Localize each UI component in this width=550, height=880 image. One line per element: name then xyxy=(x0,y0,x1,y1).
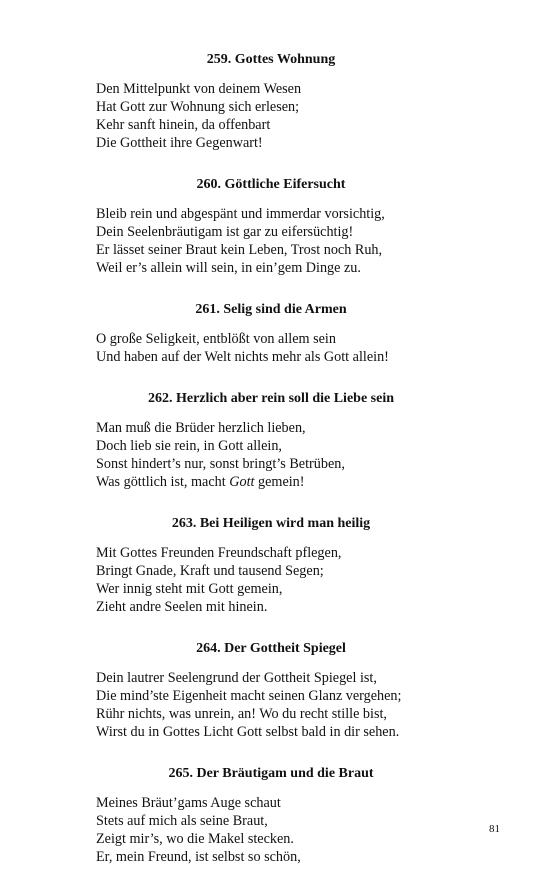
poem-title: 262. Herzlich aber rein soll die Liebe sein xyxy=(147,391,395,406)
poem-line: Rühr nichts, was unrein, an! Wo du recht stille bist, xyxy=(96,706,387,722)
poem-line: Dein lautrer Seelengrund der Gottheit Spiegel ist, xyxy=(96,670,377,686)
poem-line: Und haben auf der Welt nichts mehr als Gott allein! xyxy=(96,349,389,365)
poem-lines xyxy=(96,205,446,277)
poem-line: Er, mein Freund, ist selbst so schön, xyxy=(96,849,301,865)
poem-line: Er lässet seiner Braut kein Leben, Trost noch Ruh, xyxy=(96,242,383,258)
poem-title: 265. Der Bräutigam und die Braut xyxy=(168,766,374,781)
poem-line: Wer innig steht mit Gott gemein, xyxy=(96,581,283,597)
poem-260 xyxy=(96,175,446,277)
poem-lines xyxy=(96,330,446,366)
poem-263 xyxy=(96,514,446,616)
poem-line: Die mind’ste Eigenheit macht seinen Glanz vergehen; xyxy=(96,688,402,704)
poem-261 xyxy=(96,300,446,366)
poem-line: Zeigt mir’s, wo die Makel stecken. xyxy=(96,831,294,847)
poem-lines xyxy=(96,419,446,491)
page-number: 81 xyxy=(489,823,500,835)
poem-line: Dein Seelenbräutigam ist gar zu eifersüchtig! xyxy=(96,224,354,240)
poem-title: 259. Gottes Wohnung xyxy=(206,52,336,67)
poem-title: 261. Selig sind die Armen xyxy=(195,302,347,317)
poem-lines xyxy=(96,794,446,866)
poem-lines xyxy=(96,544,446,616)
poem-line xyxy=(96,473,446,491)
poem-line: Meines Bräut’gams Auge schaut xyxy=(96,795,281,811)
poem-title: 264. Der Gottheit Spiegel xyxy=(196,641,346,656)
poem-262 xyxy=(96,389,446,491)
poem-259 xyxy=(96,50,446,152)
poem-line: Kehr sanft hinein, da offenbart xyxy=(96,117,271,133)
poem-lines xyxy=(96,669,446,741)
poem-line: Hat Gott zur Wohnung sich erlesen; xyxy=(96,99,300,115)
poem-265 xyxy=(96,764,446,866)
poem-line: Wirst du in Gottes Licht Gott selbst bald in dir sehen. xyxy=(96,724,400,740)
poem-line: Bleib rein und abgespänt und immerdar vorsichtig, xyxy=(96,206,385,222)
poem-line: Bringt Gnade, Kraft und tausend Segen; xyxy=(96,563,324,579)
poem-line: Zieht andre Seelen mit hinein. xyxy=(96,599,268,615)
poem-line: Doch lieb sie rein, in Gott allein, xyxy=(96,438,282,454)
poem-line: O große Seligkeit, entblößt von allem sein xyxy=(96,331,336,347)
poem-title: 263. Bei Heiligen wird man heilig xyxy=(171,516,371,531)
italic-word: Gott xyxy=(229,474,255,490)
poem-line: Stets auf mich als seine Braut, xyxy=(96,813,268,829)
poem-title: 260. Göttliche Eifersucht xyxy=(196,177,346,192)
poem-lines xyxy=(96,80,446,152)
poem-line: Sonst hindert’s nur, sonst bringt’s Betrüben, xyxy=(96,456,345,472)
line-text-before: Was göttlich ist, macht xyxy=(96,474,230,490)
poem-line: Den Mittelpunkt von deinem Wesen xyxy=(96,81,302,97)
poem-line: Man muß die Brüder herzlich lieben, xyxy=(96,420,306,436)
page-content xyxy=(96,50,446,866)
line-text-after: gemein! xyxy=(254,474,305,490)
poem-line: Die Gottheit ihre Gegenwart! xyxy=(96,135,263,151)
poem-line: Mit Gottes Freunden Freundschaft pflegen, xyxy=(96,545,342,561)
poem-line: Weil er’s allein will sein, in ein’gem Dinge zu. xyxy=(96,260,361,276)
poem-264 xyxy=(96,639,446,741)
